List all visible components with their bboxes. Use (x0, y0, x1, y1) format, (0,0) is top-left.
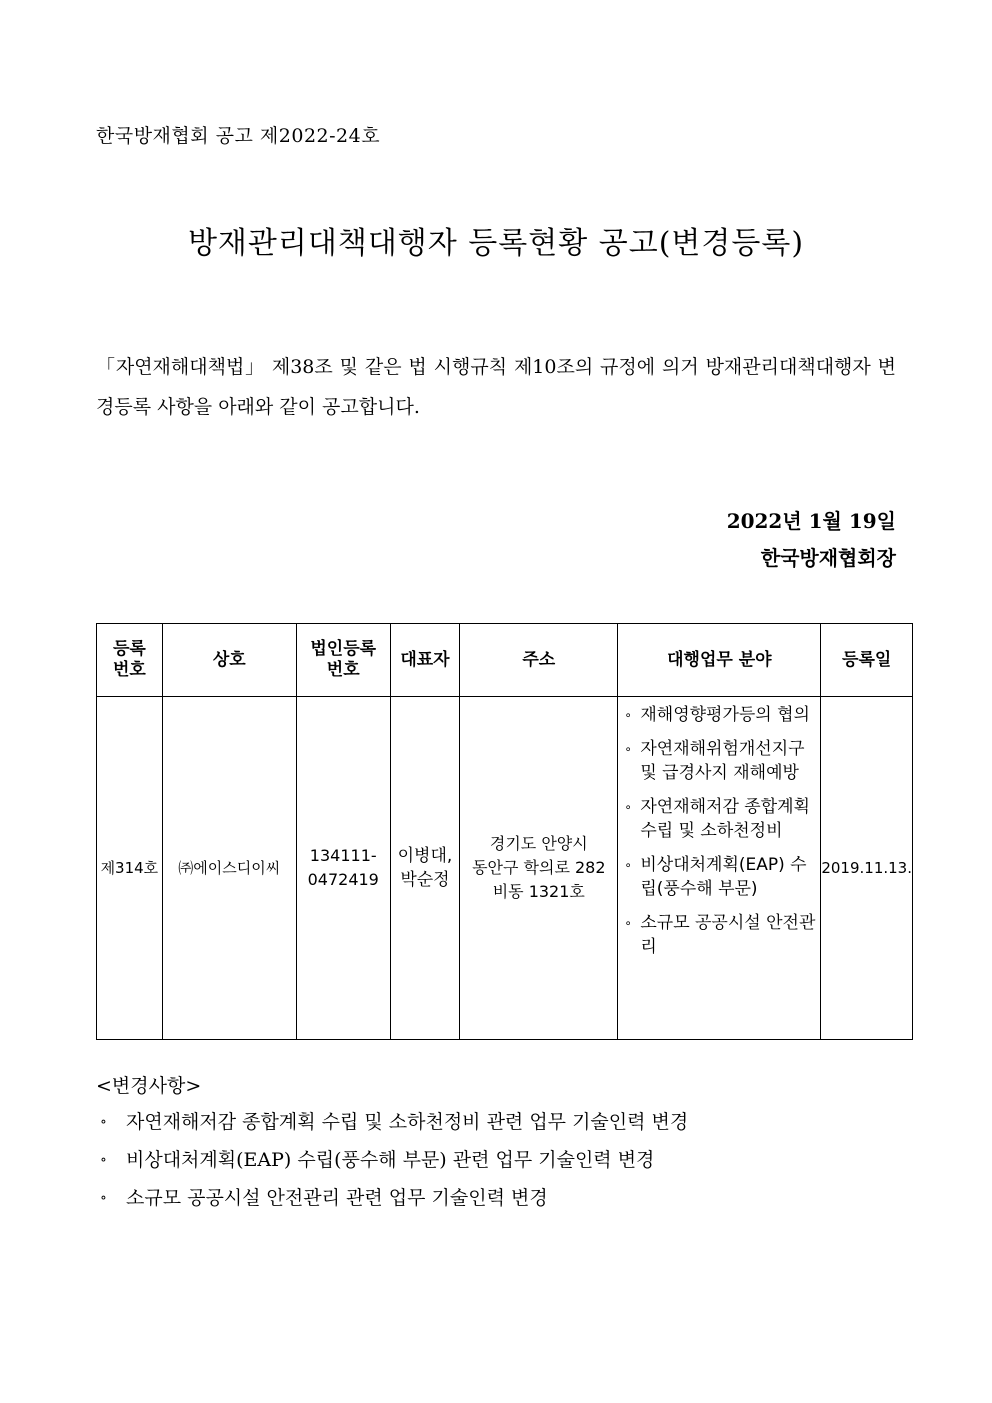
changes-heading: <변경사항> (96, 1075, 202, 1097)
bullet-icon: ∘ (624, 858, 632, 872)
document-title: 방재관리대책대행자 등록현황 공고(변경등록) (187, 226, 805, 261)
cell-company: ㈜에이스디이씨 (162, 697, 296, 1040)
cell-reg-date: 2019.11.13. (821, 697, 913, 1040)
bullet-icon: ∘ (624, 800, 632, 814)
cell-corp-no (296, 697, 390, 1040)
cell-reg-no: 제314호 (97, 697, 163, 1040)
list-item: ∘ 자연재해위험개선지구 및 급경사지 재해예방 (624, 739, 805, 783)
bullet-icon: ∘ (624, 916, 632, 930)
header-address: 주소 (460, 624, 618, 697)
header-company: 상호 (162, 624, 296, 697)
notice-date: 2022년 1월 19일 (726, 509, 896, 533)
bullet-icon: ∘ (100, 1152, 107, 1168)
rep-line-2: 박순정 (400, 870, 450, 890)
changes-list (96, 1107, 688, 1221)
cell-representative (390, 697, 460, 1040)
list-item: ∘ 자연재해저감 종합계획 수립 및 소하천정비 (624, 797, 810, 841)
list-item: ∘ 비상대처계획(EAP) 수립(풍수해 부문) 관련 업무 기술인력 변경 (96, 1145, 688, 1183)
bullet-icon: ∘ (624, 708, 632, 722)
cell-business (618, 697, 821, 1040)
header-reg-no: 등록번호 (97, 624, 163, 697)
header-representative: 대표자 (390, 624, 460, 697)
registration-table (96, 623, 913, 1040)
bullet-icon: ∘ (100, 1190, 107, 1206)
intro-paragraph: 「자연재해대책법」 제38조 및 같은 법 시행규칙 제10조의 규정에 의거 방재관리대책대행자 변경등록 사항을 아래와 같이 공고합니다. (96, 356, 896, 418)
address-line-1: 경기도 안양시 (489, 834, 588, 853)
header-business: 대행업무 분야 (618, 624, 821, 697)
list-item: ∘ 비상대처계획(EAP) 수립(풍수해 부문) (624, 855, 807, 899)
issuer-name: 한국방재협회장 (760, 546, 896, 570)
cell-address (460, 697, 618, 1040)
list-item: ∘ 소규모 공공시설 안전관리 (624, 913, 816, 957)
address-line-3: 비동 1321호 (492, 882, 585, 901)
bullet-icon: ∘ (100, 1114, 107, 1130)
list-item: ∘ 자연재해저감 종합계획 수립 및 소하천정비 관련 업무 기술인력 변경 (96, 1107, 688, 1145)
notice-number: 한국방재협회 공고 제2022-24호 (96, 125, 381, 147)
bullet-icon: ∘ (624, 742, 632, 756)
list-item: ∘ 소규모 공공시설 안전관리 관련 업무 기술인력 변경 (96, 1183, 688, 1221)
table-header-row (97, 624, 913, 697)
corp-no-line-1: 134111- (309, 846, 377, 865)
header-reg-date: 등록일 (821, 624, 913, 697)
corp-no-line-2: 0472419 (307, 870, 379, 889)
table-row (97, 697, 913, 1040)
address-line-2: 동안구 학의로 282 (472, 858, 606, 877)
rep-line-1: 이병대, (397, 846, 453, 866)
list-item: ∘ 재해영향평가등의 협의 (624, 705, 810, 725)
header-corp-no: 법인등록번호 (296, 624, 390, 697)
